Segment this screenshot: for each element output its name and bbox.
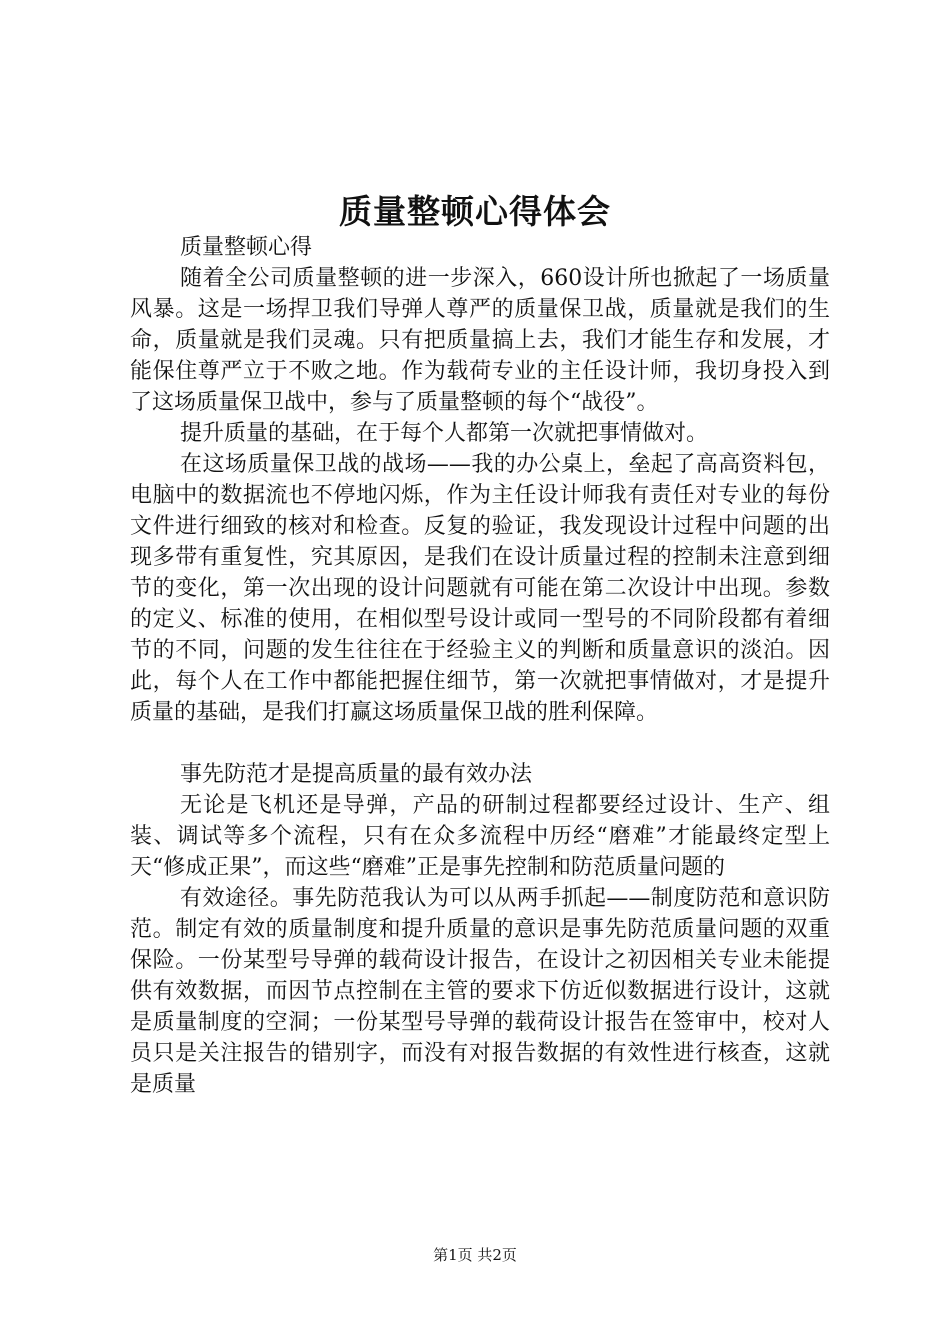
- document-title: 质量整顿心得体会: [339, 192, 611, 231]
- paragraph-intro: 随着全公司质量整顿的进一步深入，660设计所也掀起了一场质量风暴。这是一场捍卫我们导弹人尊严的质量保卫战，质量就是我们的生命，质量就是我们灵魂。只有把质量搞上去，我们才能生存和发展，才能保住尊严立于不败之地。作为载荷专业的主任设计师，我切身投入到了这场质量保卫战中，参与了质量整顿的每个“战役”。: [130, 266, 830, 415]
- paragraph-process: 无论是飞机还是导弹，产品的研制过程都要经过设计、生产、组装、调试等多个流程，只有在众多流程中历经“磨难”才能最终定型上天“修成正果”，而这些“磨难”正是事先控制和防范质量问题的: [130, 793, 830, 880]
- paragraph-heading-prevention: 事先防范才是提高质量的最有效办法: [180, 762, 533, 787]
- paragraph-battlefield: 在这场质量保卫战的战场——我的办公桌上，垒起了高高资料包，电脑中的数据流也不停地闪烁，作为主任设计师我有责任对专业的每份文件进行细致的核对和检查。反复的验证，我发现设计过程中问题的出现多带有重复性，究其原因，是我们在设计质量过程的控制未注意到细节的变化，第一次出现的设计问题就有可能在第二次设计中出现。参数的定义、标准的使用，在相似型号设计或同一型号的不同阶段都有着细节的不同，问题的发生往往在于经验主义的判断和质量意识的淡泊。因此，每个人在工作中都能把握住细节，第一次就把事情做对，才是提升质量的基础，是我们打赢这场质量保卫战的胜利保障。: [130, 452, 830, 725]
- paragraph-spacer: [130, 728, 830, 759]
- page-footer: 第1页 共2页: [433, 1246, 517, 1264]
- paragraph-heading-basis: 提升质量的基础，在于每个人都第一次就把事情做对。: [180, 421, 709, 446]
- paragraph-subtitle: 质量整顿心得: [180, 235, 313, 260]
- document-body: [130, 232, 830, 1100]
- paragraph-effective-approach: 有效途径。事先防范我认为可以从两手抓起——制度防范和意识防范。制定有效的质量制度和提升质量的意识是事先防范质量问题的双重保险。一份某型号导弹的载荷设计报告，在设计之初因相关专业未能提供有效数据，而因节点控制在主管的要求下仿近似数据进行设计，这就是质量制度的空洞；一份某型号导弹的载荷设计报告在签审中，校对人员只是关注报告的错别字，而没有对报告数据的有效性进行核查，这就是质量: [130, 886, 830, 1097]
